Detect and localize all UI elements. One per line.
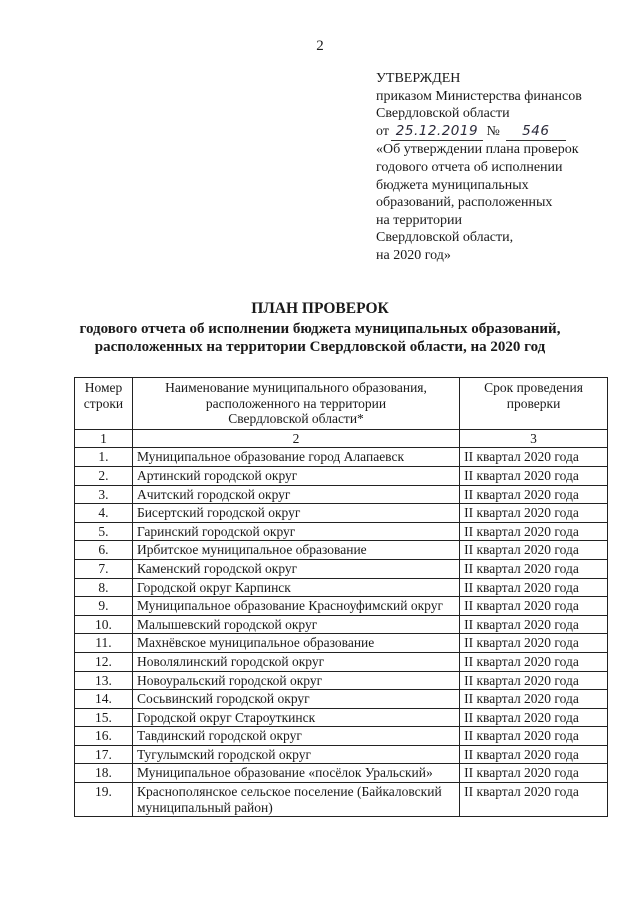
column-index: 1 <box>75 429 133 448</box>
inspection-period-cell: II квартал 2020 года <box>460 504 608 523</box>
inspection-period-cell: II квартал 2020 года <box>460 671 608 690</box>
handwritten-date: 25.12.2019 <box>391 123 483 142</box>
header-text: расположенного на территории <box>205 395 387 411</box>
header-row-number <box>75 378 133 430</box>
row-number-cell: 15. <box>75 708 133 727</box>
number-sign: № <box>486 123 500 139</box>
row-number-cell: 14. <box>75 690 133 709</box>
municipality-name-cell: Новоуральский городской округ <box>132 671 459 690</box>
municipality-name-cell: Каменский городской округ <box>132 559 459 578</box>
inspection-period-cell: II квартал 2020 года <box>460 615 608 634</box>
row-number-cell: 19. <box>75 783 133 817</box>
inspection-plan-table <box>74 377 608 817</box>
inspection-period-cell: II квартал 2020 года <box>460 559 608 578</box>
order-title-line: на территории <box>376 212 462 228</box>
header-text: Номер <box>84 380 123 395</box>
table-row <box>75 504 608 523</box>
municipality-name-cell: Новолялинский городской округ <box>132 652 459 671</box>
row-number-cell: 5. <box>75 522 133 541</box>
handwritten-number: 546 <box>506 123 566 142</box>
municipality-name-cell: Городской округ Староуткинск <box>132 708 459 727</box>
inspection-period-cell: II квартал 2020 года <box>460 597 608 616</box>
row-number-cell: 17. <box>75 745 133 764</box>
municipality-name-cell: Муниципальное образование город Алапаевск <box>132 448 459 467</box>
municipality-name-cell: Сосьвинский городской округ <box>132 690 459 709</box>
table-row <box>75 559 608 578</box>
table-row <box>75 466 608 485</box>
inspection-period-cell: II квартал 2020 года <box>460 485 608 504</box>
row-number-cell: 11. <box>75 634 133 653</box>
inspection-period-cell: II квартал 2020 года <box>460 634 608 653</box>
column-index: 2 <box>132 429 459 448</box>
row-number-cell: 8. <box>75 578 133 597</box>
row-number-cell: 10. <box>75 615 133 634</box>
table-row <box>75 652 608 671</box>
row-number-cell: 3. <box>75 485 133 504</box>
row-number-cell: 4. <box>75 504 133 523</box>
page-number: 2 <box>316 38 324 54</box>
table-row <box>75 615 608 634</box>
header-inspection-period <box>460 378 608 430</box>
approval-date-line <box>376 123 626 142</box>
inspection-period-cell: II квартал 2020 года <box>460 541 608 560</box>
inspection-period-cell: II квартал 2020 года <box>460 783 608 817</box>
title-main: ПЛАН ПРОВЕРОК <box>251 300 389 317</box>
row-number-cell: 12. <box>75 652 133 671</box>
table-row <box>75 671 608 690</box>
approval-block <box>376 70 626 265</box>
order-title-line: «Об утверждении плана проверок <box>376 142 579 158</box>
row-number-cell: 7. <box>75 559 133 578</box>
municipality-name-cell: Махнёвское муниципальное образование <box>132 634 459 653</box>
table-row <box>75 578 608 597</box>
table-row <box>75 783 608 817</box>
row-number-cell: 6. <box>75 541 133 560</box>
header-municipality-name <box>132 378 459 430</box>
column-index: 3 <box>460 429 608 448</box>
inspection-period-cell: II квартал 2020 года <box>460 708 608 727</box>
table-row <box>75 727 608 746</box>
inspection-period-cell: II квартал 2020 года <box>460 745 608 764</box>
table-row <box>75 597 608 616</box>
inspection-period-cell: II квартал 2020 года <box>460 466 608 485</box>
municipality-name-cell: Бисертский городской округ <box>132 504 459 523</box>
title-line: годового отчета об исполнении бюджета муниципальных образований, <box>79 321 561 337</box>
table-row <box>75 690 608 709</box>
approval-line: Свердловской области <box>376 106 510 122</box>
inspection-period-cell: II квартал 2020 года <box>460 522 608 541</box>
order-title-line: образований, расположенных <box>376 195 553 211</box>
inspection-period-cell: II квартал 2020 года <box>460 727 608 746</box>
municipality-name-cell: Тавдинский городской округ <box>132 727 459 746</box>
approval-line: УТВЕРЖДЕН <box>376 71 461 86</box>
municipality-name-cell: Гаринский городской округ <box>132 522 459 541</box>
order-title-line: бюджета муниципальных <box>376 177 529 193</box>
inspection-period-cell: II квартал 2020 года <box>460 652 608 671</box>
header-text: Наименование муниципального образования, <box>165 380 427 395</box>
municipality-name-cell: Ирбитское муниципальное образование <box>132 541 459 560</box>
table-header-row <box>75 378 608 430</box>
municipality-name-cell: Городской округ Карпинск <box>132 578 459 597</box>
row-number-cell: 13. <box>75 671 133 690</box>
order-title-line: Свердловской области, <box>376 230 514 246</box>
table-row <box>75 634 608 653</box>
municipality-name-cell: Муниципальное образование Красноуфимский округ <box>132 597 459 616</box>
table-row <box>75 764 608 783</box>
municipality-name-cell: Тугулымский городской округ <box>132 745 459 764</box>
row-number-cell: 16. <box>75 727 133 746</box>
row-number-cell: 18. <box>75 764 133 783</box>
municipality-name-cell: Муниципальное образование «посёлок Уральский» <box>132 764 459 783</box>
column-index-row <box>75 429 608 448</box>
date-prefix: от <box>376 123 389 139</box>
order-title-line: годового отчета об исполнении <box>376 159 563 175</box>
table-row <box>75 745 608 764</box>
approval-line: приказом Министерства финансов <box>376 88 582 104</box>
header-text: Свердловской области* <box>228 411 364 427</box>
municipality-name-cell: Ачитский городской округ <box>132 485 459 504</box>
inspection-period-cell: II квартал 2020 года <box>460 448 608 467</box>
order-title-line: на 2020 год» <box>376 247 451 263</box>
row-number-cell: 9. <box>75 597 133 616</box>
inspection-period-cell: II квартал 2020 года <box>460 690 608 709</box>
inspection-period-cell: II квартал 2020 года <box>460 764 608 783</box>
inspection-period-cell: II квартал 2020 года <box>460 578 608 597</box>
row-number-cell: 2. <box>75 466 133 485</box>
title-line: расположенных на территории Свердловской области, на 2020 год <box>94 339 546 355</box>
table-row <box>75 708 608 727</box>
municipality-name-cell: Малышевский городской округ <box>132 615 459 634</box>
header-text: Срок проведения <box>484 380 583 395</box>
header-text: проверки <box>506 395 561 411</box>
header-text: строки <box>83 395 124 411</box>
table-body <box>75 429 608 816</box>
municipality-name-cell: Краснополянское сельское поселение (Байкаловский муниципальный район) <box>132 783 459 817</box>
municipality-name-cell: Артинский городской округ <box>132 466 459 485</box>
row-number-cell: 1. <box>75 448 133 467</box>
table-row <box>75 448 608 467</box>
table-row <box>75 522 608 541</box>
document-title <box>0 300 640 356</box>
table-row <box>75 485 608 504</box>
table-row <box>75 541 608 560</box>
